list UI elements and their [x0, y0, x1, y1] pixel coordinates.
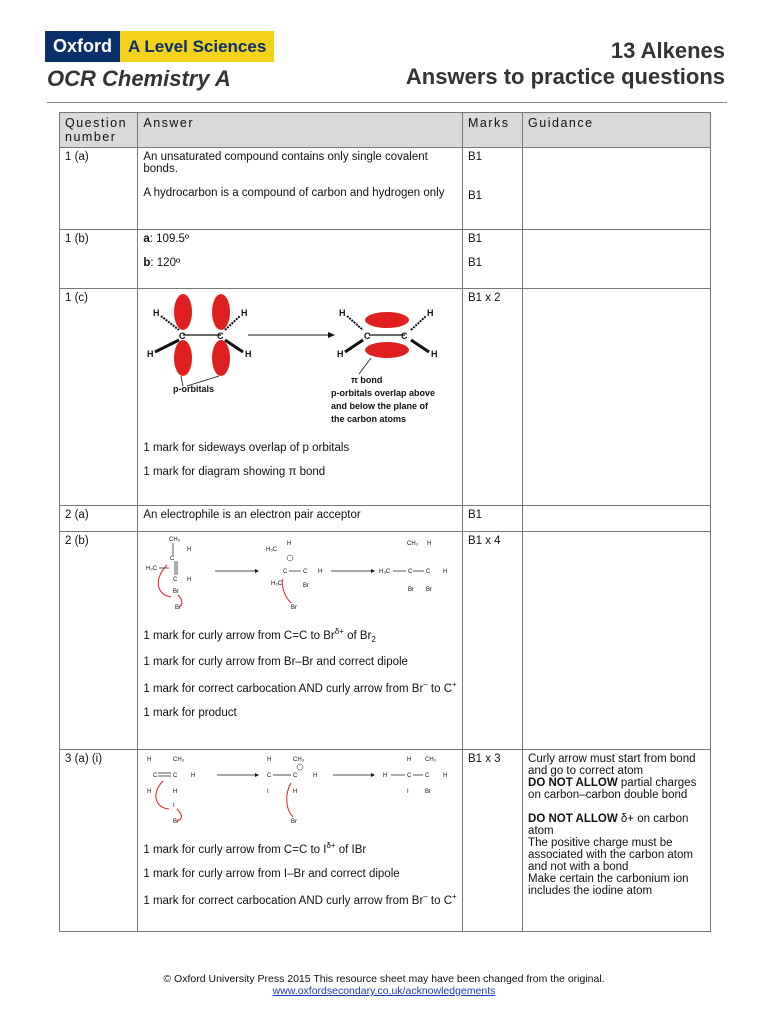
guidance-text	[528, 813, 705, 837]
svg-text:C: C	[425, 773, 430, 779]
svg-text:I: I	[407, 789, 410, 795]
answer-value: : 109.5º	[149, 233, 190, 245]
svg-text:Br: Br	[425, 789, 432, 795]
svg-text:Br: Br	[426, 587, 433, 593]
svg-text:I: I	[173, 803, 176, 809]
question-number: 2 (a)	[60, 506, 138, 532]
answer-value: of Br	[343, 629, 372, 642]
superscript: +	[452, 680, 457, 690]
svg-text:C: C	[267, 773, 272, 779]
svg-text:Br: Br	[291, 819, 298, 825]
answer-text: A hydrocarbon is a compound of carbon and hydrogen only	[143, 187, 445, 199]
question-number: 1 (c)	[60, 289, 138, 506]
answer-value: 1 mark for curly arrow from C=C to I	[143, 843, 327, 856]
table-header-row	[60, 113, 711, 148]
table-row	[60, 148, 711, 230]
guidance-cell	[523, 230, 711, 289]
table-row	[60, 506, 711, 532]
svg-text:CH₃: CH₃	[407, 541, 419, 547]
chapter-title: 13 Alkenes	[610, 38, 725, 63]
superscript: –	[423, 891, 428, 901]
pi-bond-label: π bond	[351, 375, 383, 385]
marks-cell	[462, 148, 522, 230]
marks-cell: B1 x 2	[462, 289, 522, 506]
marks-cell	[462, 230, 522, 289]
svg-text:Br: Br	[173, 819, 180, 825]
svg-text:Br: Br	[173, 589, 180, 595]
guidance-cell	[523, 148, 711, 230]
svg-text:H: H	[407, 757, 412, 763]
svg-text:C: C	[401, 331, 408, 341]
mark-value: B1	[467, 151, 483, 163]
question-number: 1 (a)	[60, 148, 138, 230]
svg-text:CH₃: CH₃	[425, 757, 437, 763]
svg-text:H: H	[427, 541, 432, 547]
table-row	[60, 230, 711, 289]
marks-cell: B1 x 4	[462, 532, 522, 750]
answer-text: An unsaturated compound contains only single covalent bonds.	[143, 151, 428, 175]
overlap-label-3: the carbon atoms	[331, 414, 407, 424]
header-marks: Marks	[462, 113, 522, 148]
superscript: δ+	[326, 841, 336, 850]
overlap-label-2: and below the plane of	[331, 401, 429, 411]
mechanism-diagram	[143, 535, 453, 613]
svg-text:H: H	[287, 541, 292, 547]
answer-text: 1 mark for diagram showing π bond	[143, 466, 326, 478]
svg-text:C: C	[407, 773, 412, 779]
svg-text:H: H	[147, 757, 152, 763]
svg-text:H: H	[313, 773, 318, 779]
svg-text:CH₃: CH₃	[169, 537, 181, 543]
svg-text:C: C	[173, 773, 178, 779]
svg-text:C: C	[153, 773, 158, 779]
svg-text:C: C	[179, 331, 186, 341]
document-title	[406, 38, 725, 90]
superscript: δ+	[334, 627, 344, 636]
svg-text:C: C	[426, 569, 431, 575]
brand-series: A Level Sciences	[120, 31, 274, 62]
guidance-cell	[523, 750, 711, 932]
answer-cell	[138, 148, 463, 230]
answer-cell	[138, 750, 463, 932]
acknowledgements-link[interactable]: www.oxfordsecondary.co.uk/acknowledgements	[272, 985, 496, 997]
svg-text:CH₃: CH₃	[293, 757, 305, 763]
answer-value: to C	[427, 682, 453, 695]
svg-text:H₃C: H₃C	[266, 547, 278, 553]
svg-text:C: C	[173, 577, 178, 583]
header-answer: Answer	[138, 113, 463, 148]
guidance-text: Make certain the carbonium ion includes the iodine atom	[528, 873, 689, 897]
answer-text	[143, 233, 457, 245]
answer-text	[143, 841, 457, 856]
header-divider	[47, 102, 727, 103]
svg-text:H: H	[147, 789, 152, 795]
answer-value: to C	[427, 894, 453, 907]
svg-text:H: H	[427, 308, 434, 318]
marks-cell: B1 x 3	[462, 750, 522, 932]
brand-oxford: Oxford	[45, 31, 120, 62]
answer-bold: a	[143, 233, 150, 245]
guidance-text	[528, 777, 705, 801]
answer-bold: b	[143, 257, 151, 269]
svg-text:H: H	[431, 349, 438, 359]
svg-text:H: H	[443, 773, 448, 779]
mark-value: B1	[467, 257, 483, 269]
copyright-text: © Oxford University Press 2015 This resource sheet may have been changed from the original.	[163, 973, 605, 985]
svg-text:H: H	[337, 349, 344, 359]
table-row	[60, 532, 711, 750]
answer-text: 1 mark for sideways overlap of p orbitals	[143, 442, 350, 454]
answer-value: : 120º	[150, 257, 181, 269]
answer-cell	[138, 532, 463, 750]
guidance-cell	[523, 506, 711, 532]
answer-text: An electrophile is an electron pair acceptor	[138, 506, 463, 532]
answer-value: of IBr	[335, 843, 367, 856]
mark-value: B1	[467, 190, 483, 202]
answer-text	[143, 257, 457, 269]
answer-value: 1 mark for correct carbocation AND curly arrow from Br	[143, 894, 424, 907]
svg-text:H: H	[153, 308, 160, 318]
svg-text:C: C	[217, 331, 224, 341]
svg-text:H: H	[383, 773, 388, 779]
guidance-text: The positive charge must be associated with the carbon atom and not with a bond	[528, 837, 693, 873]
answer-text	[143, 627, 457, 644]
answer-cell	[138, 289, 463, 506]
header-guidance: Guidance	[523, 113, 711, 148]
svg-text:I: I	[267, 789, 270, 795]
svg-text:Br: Br	[303, 583, 310, 589]
answer-text: 1 mark for curly arrow from Br–Br and correct dipole	[143, 656, 408, 669]
answer-value: 1 mark for correct carbocation AND curly arrow from Br	[143, 682, 424, 695]
table-row	[60, 750, 711, 932]
svg-text:C: C	[170, 556, 175, 562]
guidance-bold: DO NOT ALLOW	[528, 777, 618, 789]
svg-text:Br: Br	[175, 605, 182, 611]
answer-text	[143, 680, 457, 695]
svg-text:C: C	[293, 773, 298, 779]
answer-cell	[138, 230, 463, 289]
svg-text:H: H	[267, 757, 272, 763]
page-footer	[0, 973, 768, 997]
guidance-text: Curly arrow must start from bond and go to correct atom	[528, 753, 696, 777]
svg-text:Br: Br	[291, 605, 298, 611]
svg-text:C: C	[408, 569, 413, 575]
subscript: 2	[371, 635, 376, 645]
svg-text:H: H	[245, 349, 252, 359]
svg-text:H: H	[339, 308, 346, 318]
guidance-value: δ+ on carbon atom	[528, 813, 689, 837]
p-orbitals-label: p-orbitals	[173, 384, 215, 394]
header-question: Question number	[60, 113, 138, 148]
overlap-label-1: p-orbitals overlap above	[331, 388, 436, 398]
answer-text: 1 mark for product	[143, 706, 237, 719]
page-subtitle: Answers to practice questions	[405, 64, 725, 89]
svg-text:H: H	[443, 569, 448, 575]
svg-text:H: H	[241, 308, 248, 318]
svg-text:H: H	[293, 789, 298, 795]
svg-text:H₃C: H₃C	[146, 566, 158, 572]
superscript: +	[452, 891, 457, 901]
question-number: 3 (a) (i)	[60, 750, 138, 932]
svg-text:H: H	[173, 789, 178, 795]
answer-value: 1 mark for curly arrow from C=C to Br	[143, 629, 335, 642]
svg-text:H: H	[187, 547, 192, 553]
mark-value: B1	[467, 233, 483, 245]
svg-text:H: H	[318, 569, 323, 575]
svg-text:H₃C: H₃C	[379, 569, 391, 575]
guidance-value: partial charges on carbon–carbon double bond	[528, 777, 697, 801]
svg-text:C: C	[303, 569, 308, 575]
mechanism-diagram-ibr	[143, 753, 453, 831]
svg-text:C: C	[364, 331, 371, 341]
pi-bond-diagram	[143, 292, 453, 432]
svg-text:CH₃: CH₃	[173, 757, 185, 763]
guidance-cell	[523, 289, 711, 506]
brand-logo	[45, 31, 274, 62]
table-row	[60, 289, 711, 506]
svg-text:H: H	[187, 577, 192, 583]
svg-text:H: H	[147, 349, 154, 359]
svg-text:Br: Br	[408, 587, 415, 593]
guidance-bold: DO NOT ALLOW	[528, 813, 618, 825]
marks-cell: B1	[462, 506, 522, 532]
answer-text	[143, 892, 457, 907]
svg-text:C: C	[283, 569, 288, 575]
subject-title: OCR Chemistry A	[47, 66, 231, 91]
svg-text:H₃C: H₃C	[271, 581, 283, 587]
answer-text: 1 mark for curly arrow from I–Br and correct dipole	[143, 867, 400, 880]
question-number: 1 (b)	[60, 230, 138, 289]
question-number: 2 (b)	[60, 532, 138, 750]
superscript: –	[423, 680, 428, 690]
svg-text:H: H	[191, 773, 196, 779]
guidance-cell	[523, 532, 711, 750]
answers-table	[59, 112, 711, 932]
